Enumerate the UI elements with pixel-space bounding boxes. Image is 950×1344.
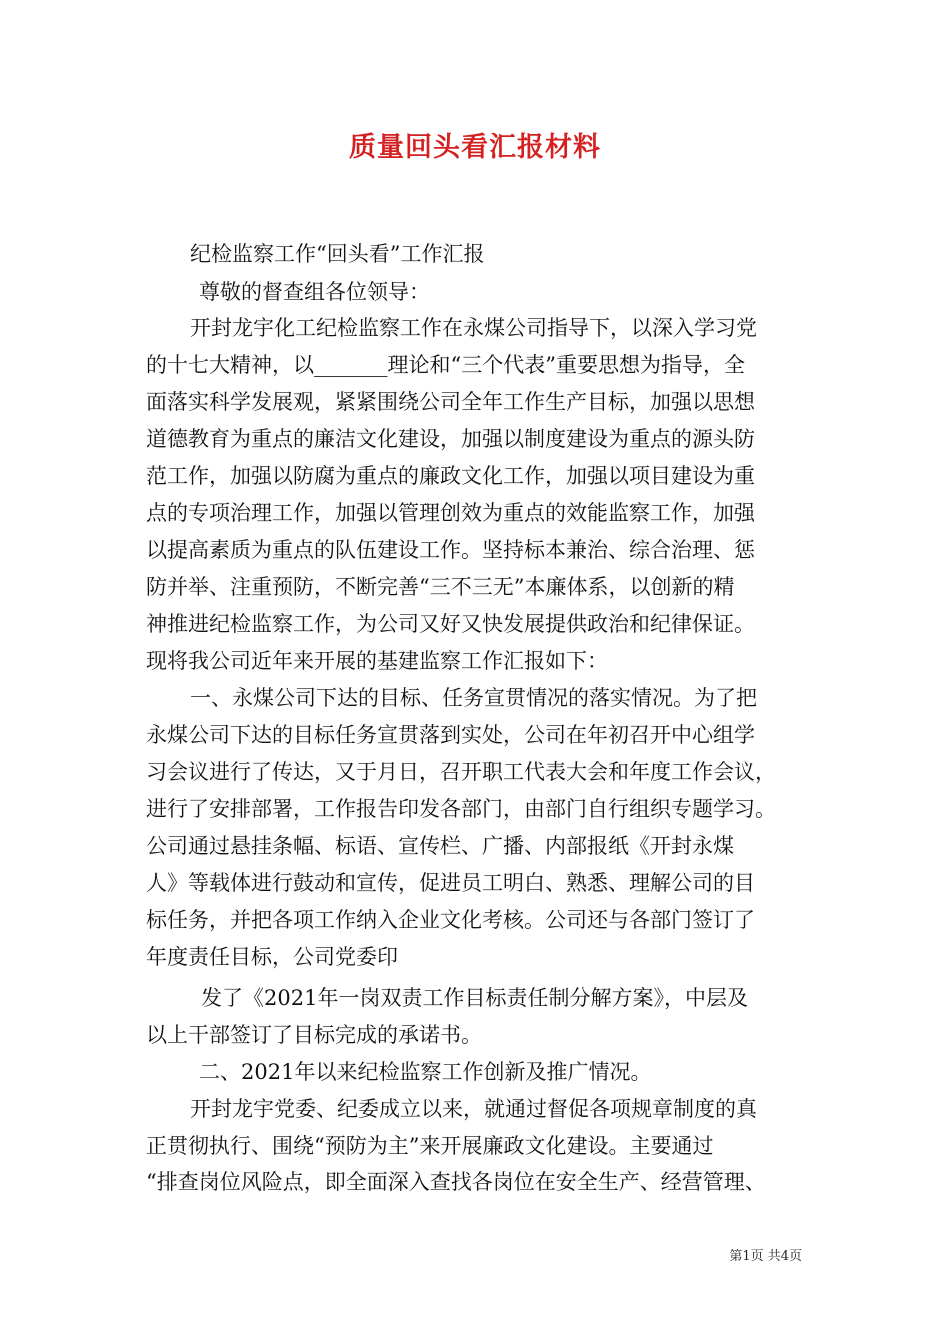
section-heading: 二、2021年以来纪检监察工作创新及推广情况。 bbox=[199, 1060, 652, 1084]
paragraph-line: 神推进纪检监察工作，为公司又好又快发展提供政治和纪律保证。 bbox=[146, 612, 755, 636]
paragraph-line: 正贯彻执行、围绕“预防为主”来开展廉政文化建设。主要通过 bbox=[146, 1134, 714, 1158]
paragraph-line: 以上干部签订了目标完成的承诺书。 bbox=[146, 1023, 482, 1047]
paragraph-line: 标任务，并把各项工作纳入企业文化考核。公司还与各部门签订了 bbox=[146, 908, 755, 932]
section-heading: 纪检监察工作“回头看”工作汇报 bbox=[190, 242, 485, 266]
salutation: 尊敬的督查组各位领导： bbox=[199, 280, 430, 304]
paragraph-line: 的十七大精神，以_______理论和“三个代表”重要思想为指导，全 bbox=[146, 353, 745, 377]
page-number: 第1页 共4页 bbox=[729, 1249, 802, 1264]
paragraph-line: 开封龙宇化工纪检监察工作在永煤公司指导下，以深入学习党 bbox=[190, 316, 757, 340]
document-title: 质量回头看汇报材料 bbox=[349, 132, 601, 163]
paragraph-line: 面落实科学发展观，紧紧围绕公司全年工作生产目标，加强以思想 bbox=[146, 390, 755, 414]
paragraph-line: 以提高素质为重点的队伍建设工作。坚持标本兼治、综合治理、惩 bbox=[146, 538, 755, 562]
paragraph-line: 一、永煤公司下达的目标、任务宣贯情况的落实情况。为了把 bbox=[190, 686, 757, 710]
paragraph-line: 点的专项治理工作，加强以管理创效为重点的效能监察工作，加强 bbox=[146, 501, 755, 525]
paragraph-line: 习会议进行了传达，又于月日，召开职工代表大会和年度工作会议， bbox=[146, 760, 776, 784]
paragraph-line: 年度责任目标，公司党委印 bbox=[146, 945, 398, 969]
paragraph-line: 防并举、注重预防，不断完善“三不三无”本廉体系，以创新的精 bbox=[146, 575, 735, 599]
paragraph-line: 永煤公司下达的目标任务宣贯落到实处，公司在年初召开中心组学 bbox=[146, 723, 755, 747]
paragraph-line: 发了《2021年一岗双责工作目标责任制分解方案》，中层及 bbox=[201, 986, 748, 1010]
paragraph-line: “排查岗位风险点，即全面深入查找各岗位在安全生产、经营管理、 bbox=[146, 1170, 766, 1194]
paragraph-line: 人》等载体进行鼓动和宣传，促进员工明白、熟悉、理解公司的目 bbox=[146, 871, 755, 895]
paragraph-line: 范工作，加强以防腐为重点的廉政文化工作，加强以项目建设为重 bbox=[146, 464, 755, 488]
paragraph-line: 开封龙宇党委、纪委成立以来，就通过督促各项规章制度的真 bbox=[190, 1097, 757, 1121]
paragraph-line: 道德教育为重点的廉洁文化建设，加强以制度建设为重点的源头防 bbox=[146, 427, 755, 451]
paragraph-line: 现将我公司近年来开展的基建监察工作汇报如下： bbox=[146, 649, 608, 673]
paragraph-line: 进行了安排部署，工作报告印发各部门，由部门自行组织专题学习。 bbox=[146, 797, 776, 821]
paragraph-line: 公司通过悬挂条幅、标语、宣传栏、广播、内部报纸《开封永煤 bbox=[146, 834, 734, 858]
